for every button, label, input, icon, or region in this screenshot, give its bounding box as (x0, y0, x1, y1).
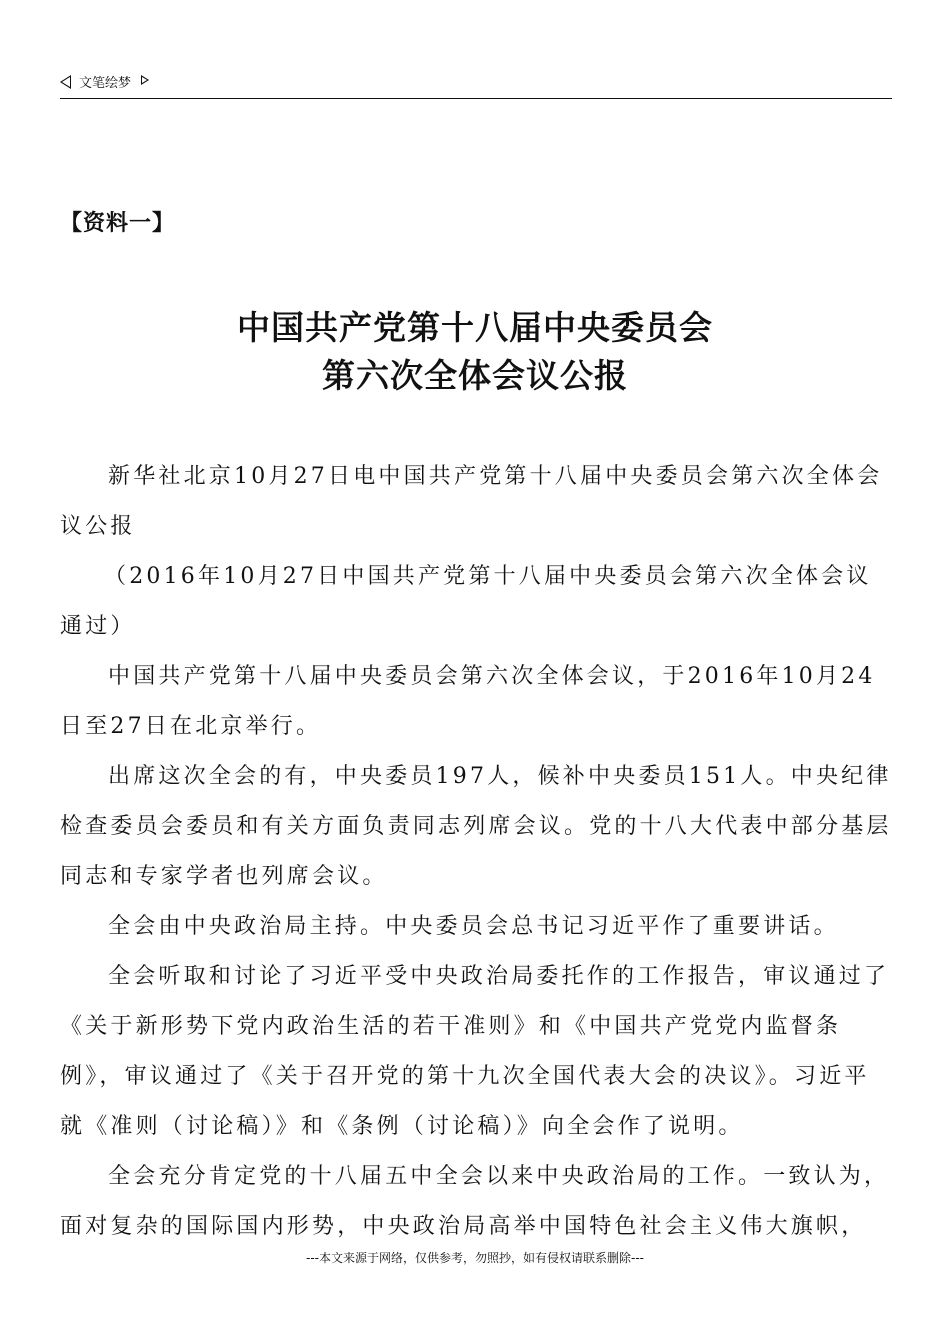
header-left (60, 72, 149, 91)
page-header (60, 70, 892, 99)
paragraph-reports: 全会听取和讨论了习近平受中央政治局委托作的工作报告，审议通过了《关于新形势下党内政治生活的若干准则》和《中国共产党党内监督条例》，审议通过了《关于召开党的第十九次全国代表大会的决议》。习近平就《准则（讨论稿）》和《条例（讨论稿）》向全会作了说明。 (60, 964, 890, 1139)
triangle-right-icon (141, 75, 149, 85)
section-label: 【资料一】 (60, 211, 176, 236)
paragraph-affirmation: 全会充分肯定党的十八届五中全会以来中央政治局的工作。一致认为，面对复杂的国际国内形势，中央政治局高举中国特色社会主义伟大旗帜， (60, 1164, 890, 1239)
paragraph-meeting-dates: 中国共产党第十八届中央委员会第六次全体会议，于2016年10月24日至27日在北京举行。 (60, 664, 876, 739)
triangle-left-icon (60, 75, 71, 89)
title-line-2: 第六次全体会议公报 (322, 356, 628, 395)
paragraph-dateline: 新华社北京10月27日电中国共产党第十八届中央委员会第六次全体会议公报 (60, 464, 883, 539)
title-line-1: 中国共产党第十八届中央委员会 (237, 308, 713, 347)
header-doc-name: 文笔绘梦 (79, 76, 132, 91)
footer-disclaimer: ---本文来源于网络，仅供参考，勿照抄，如有侵权请联系删除--- (306, 1251, 644, 1265)
document-body (60, 452, 894, 1252)
paragraph-attendance: 出席这次全会的有，中央委员197人，候补中央委员151人。中央纪律检查委员会委员和有关方面负责同志列席会议。党的十八大代表中部分基层同志和专家学者也列席会议。 (60, 764, 892, 889)
paragraph-adopted-note: （2016年10月27日中国共产党第十八届中央委员会第六次全体会议通过） (60, 564, 872, 639)
paragraph-host: 全会由中央政治局主持。中央委员会总书记习近平作了重要讲话。 (108, 914, 839, 939)
